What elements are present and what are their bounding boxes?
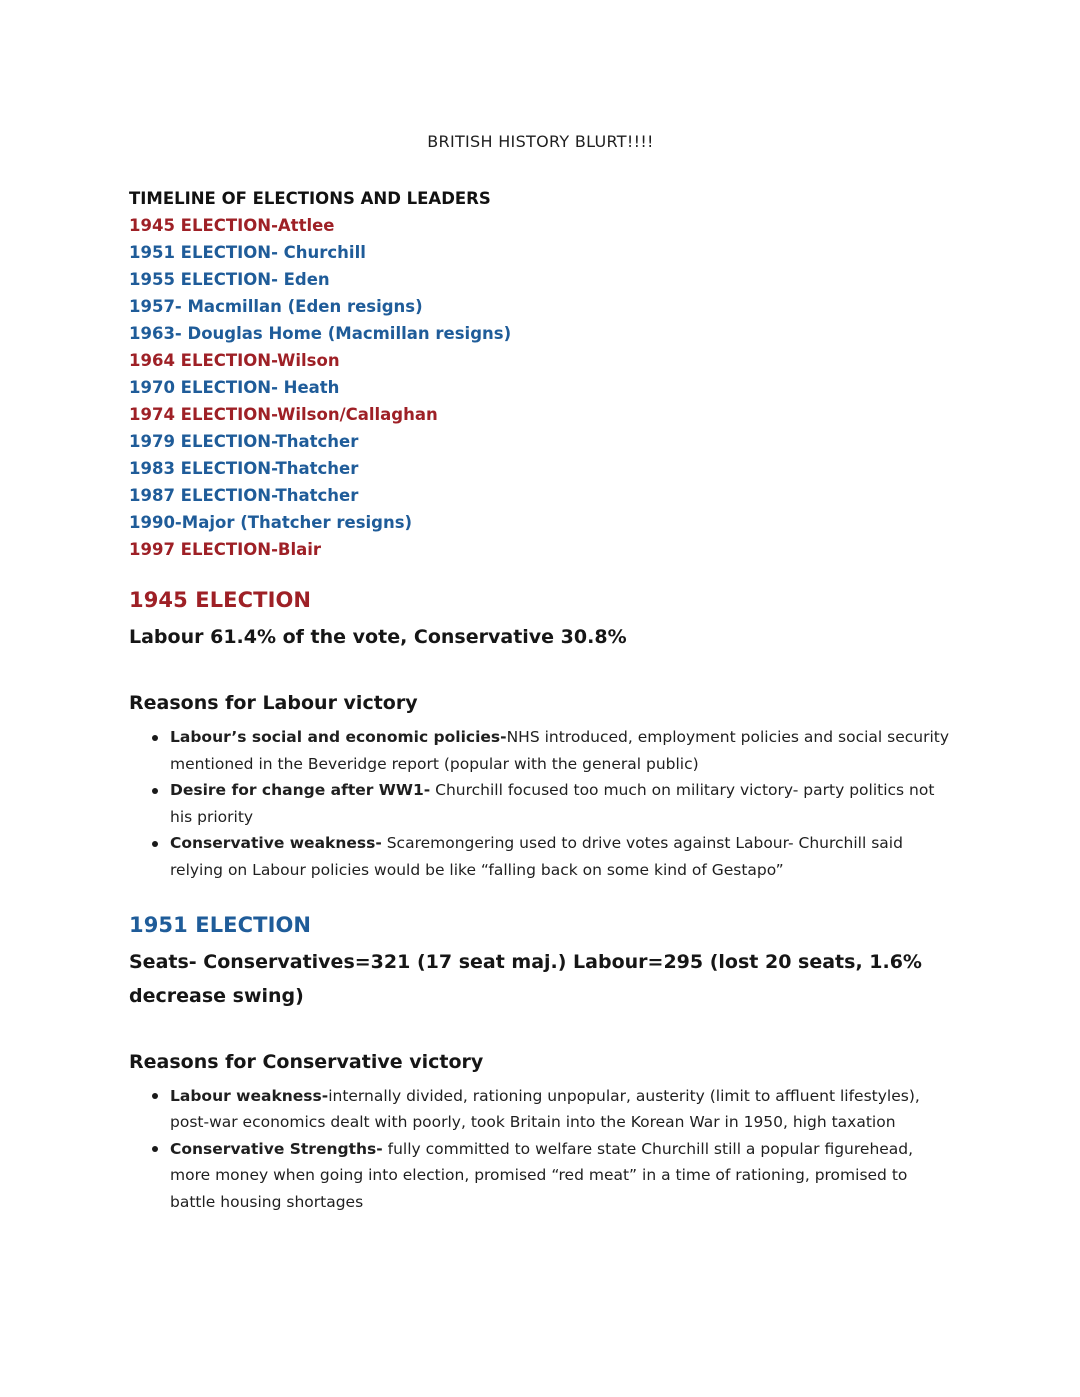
timeline-entry-1955: 1955 ELECTION- Eden: [129, 270, 330, 289]
bullet-item: [129, 724, 952, 777]
bullet-lead: Desire for change after WW1-: [170, 781, 431, 800]
timeline-entry-1997: 1997 ELECTION-Blair: [129, 540, 322, 559]
bullet-text: Scaremongering used to drive votes against Labour- Churchill said relying on Labour policies would be like “falling back on some kind of Gestapo”: [170, 834, 903, 879]
bullet-item: [129, 1136, 952, 1216]
labour-victory-bullet-list: [129, 724, 952, 884]
bullet-item: [129, 777, 952, 830]
timeline-entry-1951: 1951 ELECTION- Churchill: [129, 243, 366, 262]
conservative-victory-bullet-list: [129, 1083, 952, 1216]
timeline-entry-1970: 1970 ELECTION- Heath: [129, 378, 340, 397]
timeline-entry-1963: 1963- Douglas Home (Macmillan resigns): [129, 324, 512, 343]
timeline-entry-1987: 1987 ELECTION-Thatcher: [129, 486, 359, 505]
bullet-lead: Labour weakness-: [170, 1086, 329, 1105]
timeline-entry-1983: 1983 ELECTION-Thatcher: [129, 459, 359, 478]
timeline-heading: TIMELINE OF ELECTIONS AND LEADERS: [129, 189, 491, 208]
vote-share-stat: Labour 61.4% of the vote, Conservative 30.8%: [129, 626, 627, 648]
bullet-item: [129, 1083, 952, 1136]
timeline-entry-1974: 1974 ELECTION-Wilson/Callaghan: [129, 405, 438, 424]
bullet-item: [129, 830, 952, 883]
bullet-lead: Conservative Strengths-: [170, 1139, 383, 1158]
section-heading-1951: 1951 ELECTION: [129, 912, 312, 937]
timeline-entry-1945: 1945 ELECTION-Attlee: [129, 216, 335, 235]
bullet-lead: Labour’s social and economic policies-: [170, 728, 507, 746]
bullet-text: fully committed to welfare state Churchill still a popular figurehead, more money when going into election, promised “red meat” in a time of rationing, promised to battle housing shortages: [170, 1139, 914, 1211]
bullet-text: NHS introduced, employment policies and social security mentioned in the Beveridge report (popular with the general public): [170, 728, 950, 773]
document-title: BRITISH HISTORY BLURT!!!!: [427, 132, 654, 151]
timeline-entry-1990: 1990-Major (Thatcher resigns): [129, 513, 413, 532]
section-heading-1945: 1945 ELECTION: [129, 588, 312, 612]
subheading-conservative-victory: Reasons for Conservative victory: [129, 1050, 484, 1073]
section-1945-election: [129, 586, 952, 884]
timeline-entry-1957: 1957- Macmillan (Eden resigns): [129, 297, 423, 316]
timeline-section: [129, 185, 952, 563]
subheading-labour-victory: Reasons for Labour victory: [129, 692, 418, 714]
bullet-lead: Conservative weakness-: [170, 834, 382, 853]
seats-stat: Seats- Conservatives=321 (17 seat maj.) Labour=295 (lost 20 seats, 1.6% decrease swing): [129, 950, 922, 1007]
timeline-entry-1964: 1964 ELECTION-Wilson: [129, 351, 340, 370]
bullet-text: Churchill focused too much on military victory- party politics not his priority: [170, 781, 935, 826]
bullet-text: internally divided, rationing unpopular, austerity (limit to affluent lifestyles), post-war economics dealt with poorly, took Britain into the Korean War in 1950, high taxation: [170, 1086, 920, 1132]
timeline-entry-1979: 1979 ELECTION-Thatcher: [129, 432, 359, 451]
section-1951-election: [129, 911, 952, 1216]
